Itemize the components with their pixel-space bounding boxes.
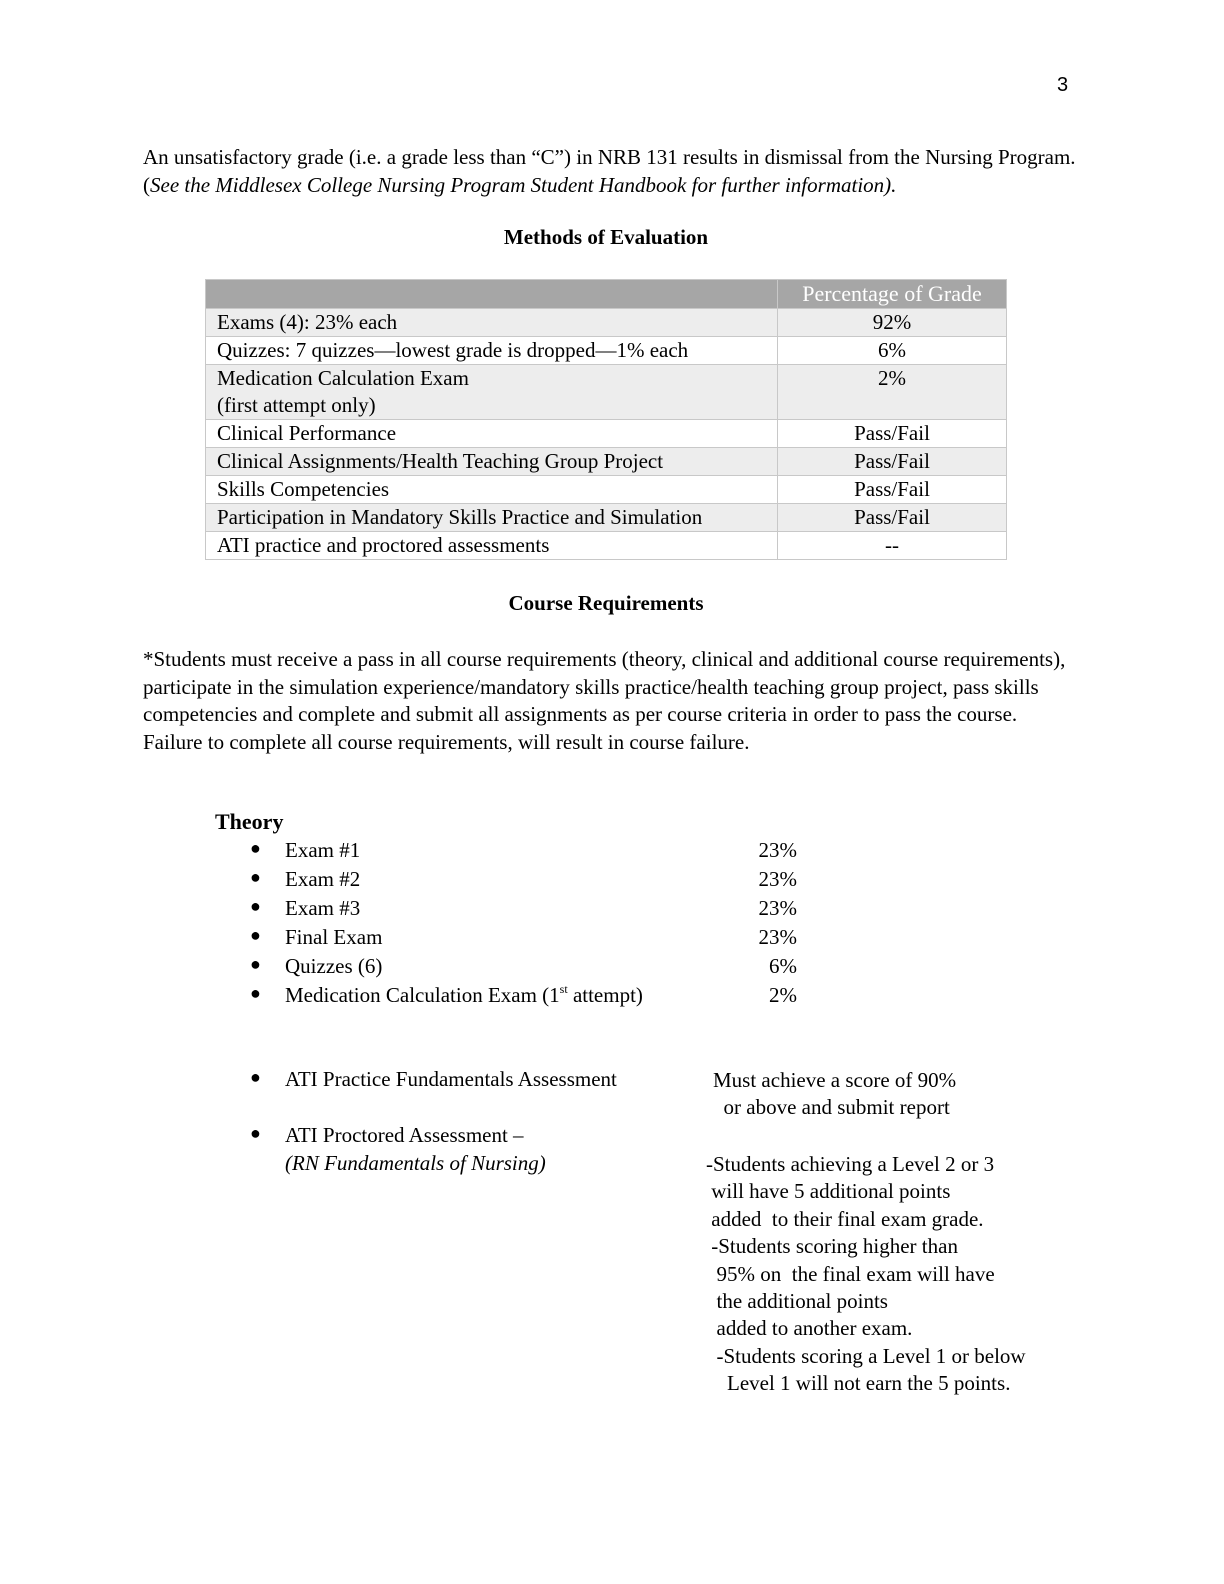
- theory-item-value: 23%: [758, 867, 797, 891]
- table-cell-value: Pass/Fail: [778, 504, 1007, 532]
- table-cell-label: Skills Competencies: [206, 476, 778, 504]
- table-row: [206, 337, 1007, 365]
- theory-heading: Theory: [215, 809, 284, 834]
- table-cell-label: Exams (4): 23% each: [206, 309, 778, 337]
- table-cell-label: [206, 365, 778, 420]
- table-row: [206, 504, 1007, 532]
- ati-proctored-line: the additional points: [706, 1289, 888, 1314]
- ati-proctored-label: ATI Proctored Assessment –: [285, 1123, 524, 1147]
- ati-proctored-line: -Students achieving a Level 2 or 3: [706, 1152, 995, 1176]
- table-header-percentage: Percentage of Grade: [778, 280, 1007, 309]
- table-row: [206, 448, 1007, 476]
- table-cell-label: Clinical Assignments/Health Teaching Group Project: [206, 448, 778, 476]
- theory-item-label-post: attempt): [567, 983, 643, 1007]
- table-cell-value: 2%: [778, 365, 1007, 420]
- ati-proctored-line: -Students scoring a Level 1 or below: [706, 1343, 1026, 1368]
- table-cell-label-line1: Medication Calculation Exam: [217, 366, 469, 390]
- ati-proctored-line: -Students scoring higher than: [706, 1234, 958, 1259]
- table-row: [206, 365, 1007, 420]
- bullet-icon: ●: [250, 954, 261, 974]
- theory-item-label: Final Exam: [285, 925, 383, 949]
- ati-proctored-line: Level 1 will not earn the 5 points.: [706, 1371, 1011, 1396]
- evaluation-table: [205, 279, 1007, 560]
- theory-item-label-pre: Medication Calculation Exam (1: [285, 983, 560, 1007]
- table-row: [206, 476, 1007, 504]
- table-cell-label-line2: (first attempt only): [217, 393, 376, 417]
- theory-item-value: 23%: [758, 896, 797, 920]
- table-cell-value: 6%: [778, 337, 1007, 365]
- table-cell-value: Pass/Fail: [778, 476, 1007, 504]
- table-row: [206, 420, 1007, 448]
- ati-practice-line: Must achieve a score of 90%: [713, 1068, 957, 1092]
- theory-item-label: Exam #3: [285, 896, 361, 920]
- table-cell-value: --: [778, 532, 1007, 560]
- theory-item-value: 2%: [769, 983, 797, 1007]
- bullet-icon: ●: [250, 867, 261, 887]
- theory-item-value: 23%: [758, 838, 797, 862]
- bullet-icon: ●: [250, 1123, 261, 1143]
- bullet-icon: ●: [250, 983, 261, 1003]
- methods-of-evaluation-heading: Methods of Evaluation: [503, 225, 709, 249]
- ati-proctored-line: added to their final exam grade.: [706, 1206, 984, 1231]
- bullet-icon: ●: [250, 1067, 261, 1087]
- ati-proctored-requirement: [706, 1151, 1026, 1398]
- table-cell-value: Pass/Fail: [778, 448, 1007, 476]
- table-header-row: [206, 280, 1007, 309]
- bullet-icon: ●: [250, 925, 261, 945]
- ati-proctored-line: 95% on the final exam will have: [706, 1261, 995, 1286]
- ati-practice-requirement: [713, 1067, 956, 1122]
- table-cell-label: ATI practice and proctored assessments: [206, 532, 778, 560]
- bullet-icon: ●: [250, 896, 261, 916]
- theory-item-label: [285, 983, 643, 1008]
- theory-item-label-sup: st: [559, 982, 568, 996]
- theory-item-value: 6%: [769, 954, 797, 978]
- theory-item-label: Quizzes (6): [285, 954, 383, 978]
- ati-proctored-sublabel: (RN Fundamentals of Nursing): [285, 1151, 546, 1175]
- ati-practice-line: or above and submit report: [713, 1095, 950, 1120]
- page-number: 3: [1057, 74, 1069, 96]
- ati-practice-label: ATI Practice Fundamentals Assessment: [285, 1067, 617, 1091]
- table-row: [206, 532, 1007, 560]
- theory-item-label: Exam #2: [285, 867, 361, 891]
- ati-proctored-line: will have 5 additional points: [706, 1179, 951, 1204]
- intro-italic-text: See the Middlesex College Nursing Program Student Handbook for further information).: [150, 172, 897, 197]
- table-row: [206, 309, 1007, 337]
- bullet-icon: ●: [250, 838, 261, 858]
- table-cell-value: Pass/Fail: [778, 420, 1007, 448]
- theory-item-label: Exam #1: [285, 838, 361, 862]
- intro-text: An unsatisfactory grade (i.e. a grade less than “C”) in NRB 131 results in dismissal from the Nursing Program. (: [143, 145, 1076, 197]
- requirements-paragraph: *Students must receive a pass in all course requirements (theory, clinical and additional course requirements), participate in the simulation experience/mandatory skills practice/health teaching group project, pass skills competencies and complete and submit all assignments as per course criteria in order to pass the course. Failure to complete all course requirements, will result in course failure.: [143, 647, 1066, 754]
- intro-paragraph: [143, 144, 1078, 199]
- table-cell-label: Participation in Mandatory Skills Practice and Simulation: [206, 504, 778, 532]
- table-header-blank: [206, 280, 778, 309]
- table-cell-value: 92%: [778, 309, 1007, 337]
- table-cell-label: Quizzes: 7 quizzes—lowest grade is dropped—1% each: [206, 337, 778, 365]
- course-requirements-heading: Course Requirements: [508, 591, 704, 615]
- table-cell-label: Clinical Performance: [206, 420, 778, 448]
- theory-item-value: 23%: [758, 925, 797, 949]
- ati-proctored-line: added to another exam.: [706, 1316, 913, 1341]
